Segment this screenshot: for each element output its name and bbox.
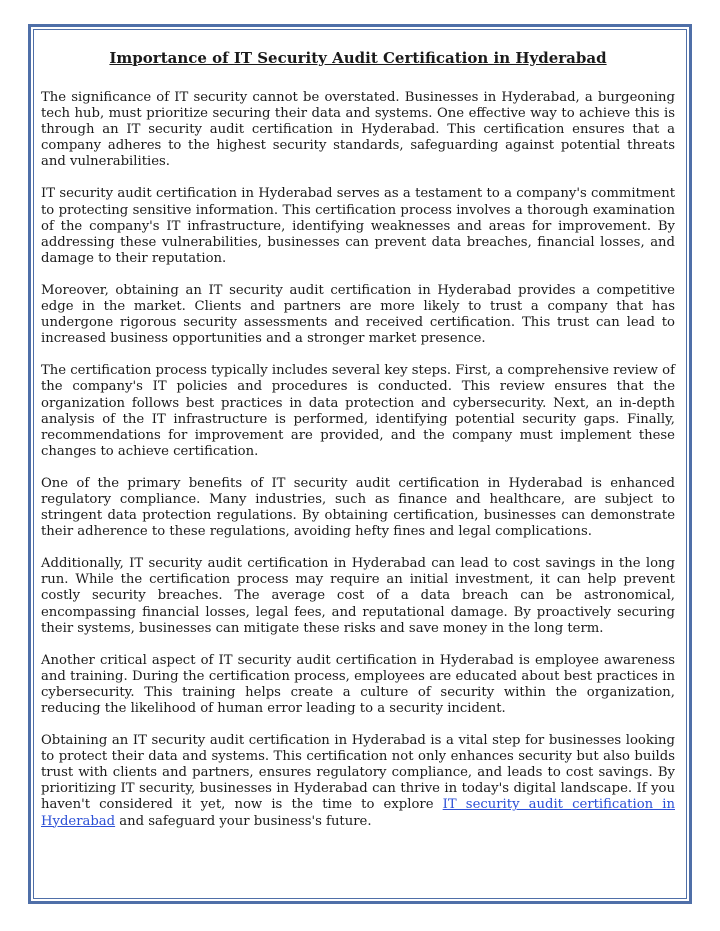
certification-link[interactable]: IT security audit certification in Hyderabad — [41, 797, 675, 829]
document-title: Importance of IT Security Audit Certification in Hyderabad — [109, 49, 607, 67]
paragraph-7: Another critical aspect of IT security audit certification in Hyderabad is employee awareness and training. During the certification process, employees are educated about best practices in cybersecurity. This training helps create a culture of security within the organization, reducing the likelihood of human error leading to a security incident. — [41, 652, 675, 716]
final-text-before-link: Obtaining an IT security audit certification in Hyderabad is a vital step for businesses looking to protect their data and systems. This certification not only enhances security but also builds trust with clients and partners, ensures regulatory compliance, and leads to cost savings. By prioritizing IT security, businesses in Hyderabad can thrive in today's digital landscape. If you haven't considered it yet, now is the time to explore — [41, 733, 675, 813]
paragraph-1: The significance of IT security cannot be overstated. Businesses in Hyderabad, a burgeoning tech hub, must prioritize securing their data and systems. One effective way to achieve this is through an IT security audit certification in Hyderabad. This certification ensures that a company adheres to the highest security standards, safeguarding against potential threats and vulnerabilities. — [41, 90, 675, 170]
paragraph-final — [41, 733, 675, 830]
paragraph-6: Additionally, IT security audit certification in Hyderabad can lead to cost savings in the long run. While the certification process may require an initial investment, it can help prevent costly security breaches. The average cost of a data breach can be astronomical, encompassing financial losses, legal fees, and reputational damage. By proactively securing their systems, businesses can mitigate these risks and save money in the long term. — [41, 556, 675, 636]
paragraph-4: The certification process typically includes several key steps. First, a comprehensive review of the company's IT policies and procedures is conducted. This review ensures that the organization follows best practices in data protection and cybersecurity. Next, an in-depth analysis of the IT infrastructure is performed, identifying potential security gaps. Finally, recommendations for improvement are provided, and the company must implement these changes to achieve certification. — [41, 363, 675, 459]
document-body — [41, 48, 675, 846]
paragraph-3: Moreover, obtaining an IT security audit certification in Hyderabad provides a competitive edge in the market. Clients and partners are more likely to trust a company that has undergone rigorous security assessments and received certification. This trust can lead to increased business opportunities and a stronger market presence. — [41, 282, 675, 347]
paragraph-5: One of the primary benefits of IT security audit certification in Hyderabad is enhanced regulatory compliance. Many industries, such as finance and healthcare, are subject to stringent data protection regulations. By obtaining certification, businesses can demonstrate their adherence to these regulations, avoiding hefty fines and legal complications. — [41, 475, 675, 540]
final-text-after-link: and safeguard your business's future. — [115, 813, 372, 829]
paragraph-2: IT security audit certification in Hyderabad serves as a testament to a company's commitment to protecting sensitive information. This certification process involves a thorough examination of the company's IT infrastructure, identifying weaknesses and areas for improvement. By addressing these vulnerabilities, businesses can prevent data breaches, financial losses, and damage to their reputation. — [41, 186, 675, 266]
